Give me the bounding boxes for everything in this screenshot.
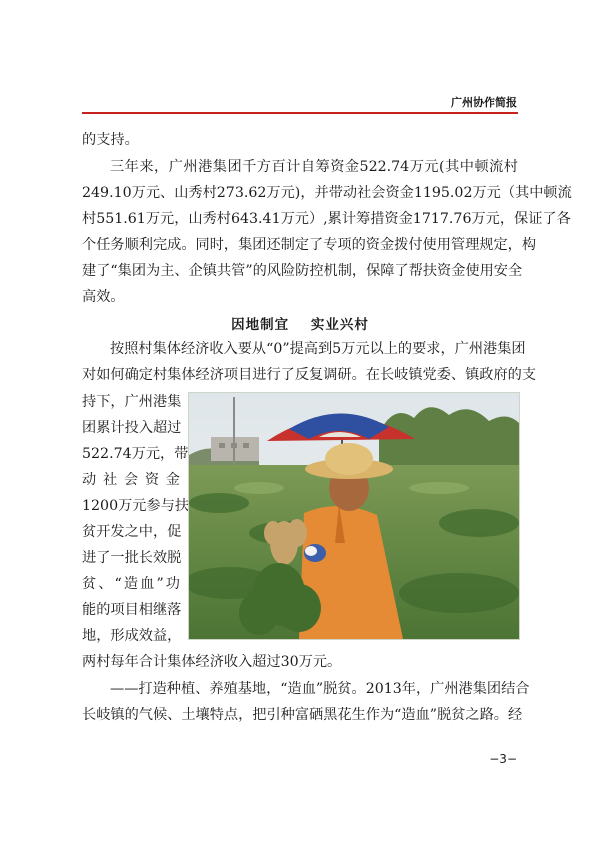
- text-line: 522.74万元，带: [82, 446, 189, 462]
- text-line: 贫、“造血”功: [82, 576, 180, 592]
- newsletter-title: 广州协作简报: [451, 96, 517, 109]
- text-line: 高效。: [82, 289, 125, 305]
- farmer-peanut-harvest-photo: [188, 392, 520, 640]
- text-line: 进了一批长效脱: [82, 550, 182, 566]
- text-line: 长岐镇的气候、土壤特点，把引种富硒黑花生作为“造血”脱贫之路。经: [82, 707, 523, 723]
- text-line: 两村每年合计集体经济收入超过30万元。: [82, 654, 342, 670]
- section-heading: [82, 313, 518, 333]
- text-line: 249.10万元、山秀村273.62万元)，并带动社会资金1195.02万元（其中顿流: [82, 185, 572, 201]
- text-line: 个任务顺利完成。同时，集团还制定了专项的资金拨付使用管理规定，构: [82, 237, 537, 253]
- page-number: −3−: [489, 752, 517, 766]
- text-line: 村551.61万元，山秀村643.41万元）,累计筹措资金1717.76万元，保证了各: [82, 211, 571, 227]
- text-line: 按照村集体经济收入要从“0”提高到5万元以上的要求，广州港集团: [110, 341, 526, 357]
- text-line: 三年来，广州港集团千方百计自筹资金522.74万元(其中顿流村: [110, 159, 518, 175]
- text-line: 团累计投入超过: [82, 420, 182, 436]
- text-line: 的支持。: [82, 132, 139, 148]
- section-heading-part1: 因地制宜: [231, 317, 290, 333]
- text-line: 地，形成效益，: [82, 628, 182, 644]
- text-line: 动社会资金: [82, 472, 180, 488]
- text-line: 对如何确定村集体经济项目进行了反复调研。在长岐镇党委、镇政府的支: [82, 367, 537, 383]
- section-heading-part2: 实业兴村: [310, 317, 369, 333]
- text-line: 贫开发之中，促: [82, 524, 182, 540]
- text-line: 1200万元参与扶: [82, 498, 190, 514]
- header-red-rule: [82, 112, 518, 114]
- text-line: ——打造种植、养殖基地，“造血”脱贫。2013年，广州港集团结合: [110, 681, 530, 697]
- text-line: 建了“集团为主、企镇共管”的风险防控机制，保障了帮扶资金使用安全: [82, 263, 523, 279]
- text-line: 能的项目相继落: [82, 602, 182, 618]
- text-line: 持下，广州港集: [82, 394, 182, 410]
